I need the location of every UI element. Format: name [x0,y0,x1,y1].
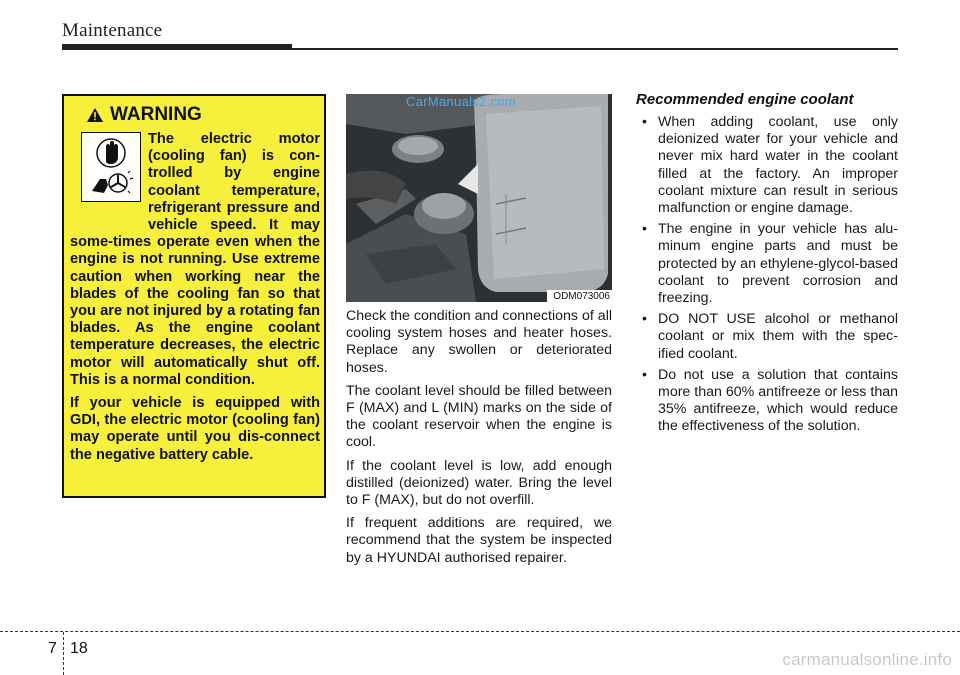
list-item: • The engine in your vehicle has alu-minum engine parts and must be protected by an ethylene-glycol-based coolant to prevent corrosion and freezing. [636,221,898,307]
warning-title: WARNING [110,104,202,125]
header-bar [62,44,292,50]
engine-bay-illustration [346,94,612,302]
warning-text [70,131,320,470]
photo-watermark: CarManuals2.com [406,94,516,109]
recommended-coolant-section [636,91,898,440]
list-item: • Do not use a solution that contains more than 60% antifreeze or less than 35% antifreeze, which would reduce the effectiveness of the solution. [636,367,898,436]
warning-paragraph-1: The electric motor (cooling fan) is con-trolled by engine coolant temperature, refrigerant pressure and vehicle speed. It may some-times operate even when the engine is not running. Use extreme caution when working near the blades of the cooling fan so that you are not injured by a rotating fan blades. As the engine coolant temperature decreases, the electric motor will automatically shut off. This is a normal condition. [70,131,320,388]
warning-header [86,104,202,126]
coolant-check-text [346,308,612,573]
footer-divider [63,632,64,675]
warning-triangle-icon [86,107,104,123]
photo-code: ODM073006 [547,290,612,302]
coolant-bullet-list [636,114,898,436]
coolant-reservoir-photo [346,94,612,302]
footer-rule [0,631,960,632]
site-watermark: carmanualsonline.info [782,650,952,669]
body-paragraph: If the coolant level is low, add enough distilled (deionized) water. Bring the level to F (MAX), but do not overfill. [346,457,612,509]
header-rule [292,48,898,50]
section-title: Maintenance [62,20,163,41]
list-item: • DO NOT USE alcohol or methanol coolant or mix them with the spec-ified coolant. [636,311,898,363]
recommended-coolant-heading: Recommended engine coolant [636,91,854,108]
warning-box [62,94,326,498]
body-paragraph: If frequent additions are required, we recommend that the system be inspected by a HYUNDAI authorised repairer. [346,515,612,566]
body-paragraph: The coolant level should be filled between F (MAX) and L (MIN) marks on the side of the coolant reservoir when the engine is cool. [346,382,612,451]
warning-paragraph-2: If your vehicle is equipped with GDI, the electric motor (cooling fan) may operate until you dis-connect the negative battery cable. [70,395,320,463]
page-number: 18 [70,640,88,657]
list-item: • When adding coolant, use only deionized water for your vehicle and never mix hard water in the coolant filled at the factory. An improper coolant mixture can result in serious malfunction or engine damage. [636,114,898,217]
body-paragraph: Check the condition and connections of all cooling system hoses and heater hoses. Replace any swollen or deteriorated hoses. [346,308,612,376]
chapter-number: 7 [48,640,57,657]
